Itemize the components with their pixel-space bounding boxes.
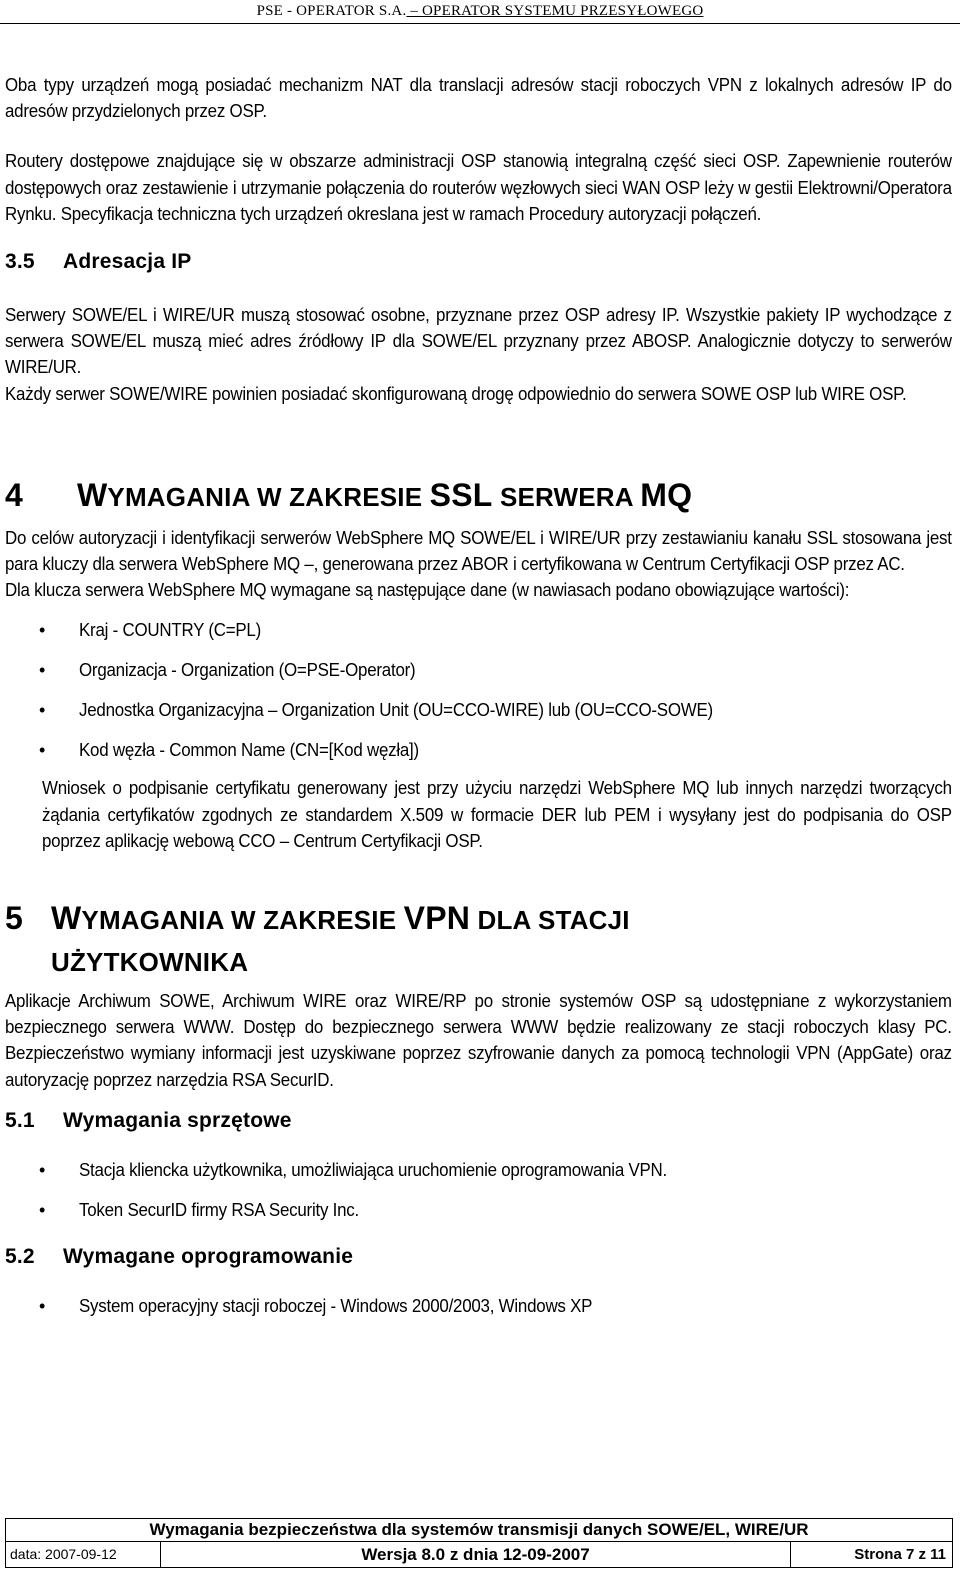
section-number: 3.5 [5, 250, 35, 274]
section-5-heading-line2: UŻYTKOWNIKA [51, 947, 249, 978]
paragraph-csr: Wniosek o podpisanie certyfikatu generowany jest przy użyciu narzędzi WebSphere MQ lub innych narzędzi tworzących żądania certyfikatów zgodnych ze standardem X.509 w formacie DER lub PEM i wysyłany jest do podpisania do OSP poprzez aplikację webową CCO – Centrum Certyfikacji OSP. [42, 778, 952, 851]
certificate-fields-list [5, 617, 952, 763]
list-item: • Kraj - COUNTRY (C=PL) [5, 617, 952, 643]
section-3-5-heading [5, 248, 952, 276]
header-rule [0, 23, 960, 24]
list-item: • Kod węzła - Common Name (CN=[Kod węzła]) [5, 737, 952, 763]
paragraph-vpn: Aplikacje Archiwum SOWE, Archiwum WIRE oraz WIRE/RP po stronie systemów OSP są udostępniane z wykorzystaniem bezpiecznego serwera WWW. Dostęp do bezpiecznego serwera WWW będzie realizowany ze stacji roboczych klasy PC. Bezpieczeństwo wymiany informacji jest uzyskiwane poprzez szyfrowanie danych za pomocą technologii VPN (AppGate) oraz autoryzację poprzez narzędzia RSA SecurID. [5, 991, 952, 1090]
list-item: • System operacyjny stacji roboczej - Windows 2000/2003, Windows XP [5, 1293, 952, 1319]
list-item: • Stacja kliencka użytkownika, umożliwiająca uruchomienie oprogramowania VPN. [5, 1157, 952, 1183]
footer-document-title: Wymagania bezpieczeństwa dla systemów transmisji danych SOWE/EL, WIRE/UR [6, 1519, 952, 1542]
page-footer [5, 1518, 953, 1568]
header-org: PSE - OPERATOR S.A. [256, 3, 407, 19]
page-header [0, 0, 960, 24]
paragraph-ip-addresses: Serwery SOWE/EL i WIRE/UR muszą stosować osobne, przyznane przez OSP adresy IP. Wszystkie pakiety IP wychodzące z serwera SOWE/EL muszą mieć adres źródłowy IP dla SOWE/EL przyznany przez ABOSP. Analogicznie dotyczy to serwerów WIRE/UR. [5, 305, 952, 378]
section-title: Wymagane oprogramowanie [63, 1244, 354, 1268]
document-body [5, 72, 952, 1319]
section-5-2-heading [5, 1243, 952, 1271]
paragraph-key-data: Dla klucza serwera WebSphere MQ wymagane są następujące dane (w nawiasach podano obowiązujące wartości): [5, 580, 850, 601]
hardware-requirements-list [5, 1157, 952, 1223]
header-separator: – OPERATOR SYSTEMU PRZESYŁOWEGO [406, 3, 704, 19]
section-5-1-heading [5, 1107, 952, 1135]
header-subtitle: OPERATOR SYSTEMU PRZESYŁOWEGO [422, 3, 704, 19]
software-requirements-list [5, 1293, 952, 1319]
paragraph-nat: Oba typy urządzeń mogą posiadać mechanizm NAT dla translacji adresów stacji roboczych VPN z lokalnych adresów IP do adresów przydzielonych przez OSP. [5, 75, 952, 122]
section-number: 5.2 [5, 1244, 35, 1268]
section-number: 5.1 [5, 1108, 35, 1132]
paragraph-routing: Każdy serwer SOWE/WIRE powinien posiadać skonfigurowaną drogę odpowiednio do serwera SOWE OSP lub WIRE OSP. [5, 383, 907, 404]
footer-page-number: Strona 7 z 11 [790, 1542, 952, 1567]
paragraph-ssl-keys: Do celów autoryzacji i identyfikacji serwerów WebSphere MQ SOWE/EL i WIRE/UR przy zestawianiu kanału SSL stosowana jest para kluczy dla serwera WebSphere MQ –, generowana przez ABOR i certyfikowana w Centrum Certyfikacji OSP przez AC. [5, 527, 952, 575]
list-item: • Token SecurID firmy RSA Security Inc. [5, 1197, 952, 1223]
section-4-heading: 4 WYMAGANIA W ZAKRESIE SSL SERWERA MQ [5, 476, 693, 513]
section-number: 4 [5, 476, 23, 513]
list-item: • Organizacja - Organization (O=PSE-Operator) [5, 657, 952, 683]
section-title: Adresacja IP [63, 250, 192, 274]
paragraph-routers: Routery dostępowe znajdujące się w obszarze administracji OSP stanowią integralną część sieci OSP. Zapewnienie routerów dostępowych oraz zestawienie i utrzymanie połączenia do routerów węzłowych sieci WAN OSP leży w gestii Elektrowni/Operatora Rynku. Specyfikacja techniczna tych urządzeń okreslana jest w ramach Procedury autoryzacji połączeń. [5, 151, 952, 224]
footer-version: Wersja 8.0 z dnia 12-09-2007 [361, 1545, 590, 1564]
section-5-heading: 5 WYMAGANIA W ZAKRESIE VPN DLA STACJI [5, 900, 630, 937]
list-item: • Jednostka Organizacyjna – Organization Unit (OU=CCO-WIRE) lub (OU=CCO-SOWE) [5, 697, 952, 723]
section-title: Wymagania sprzętowe [63, 1108, 292, 1132]
footer-date: data: 2007-09-12 [6, 1542, 161, 1567]
section-number: 5 [5, 900, 23, 937]
